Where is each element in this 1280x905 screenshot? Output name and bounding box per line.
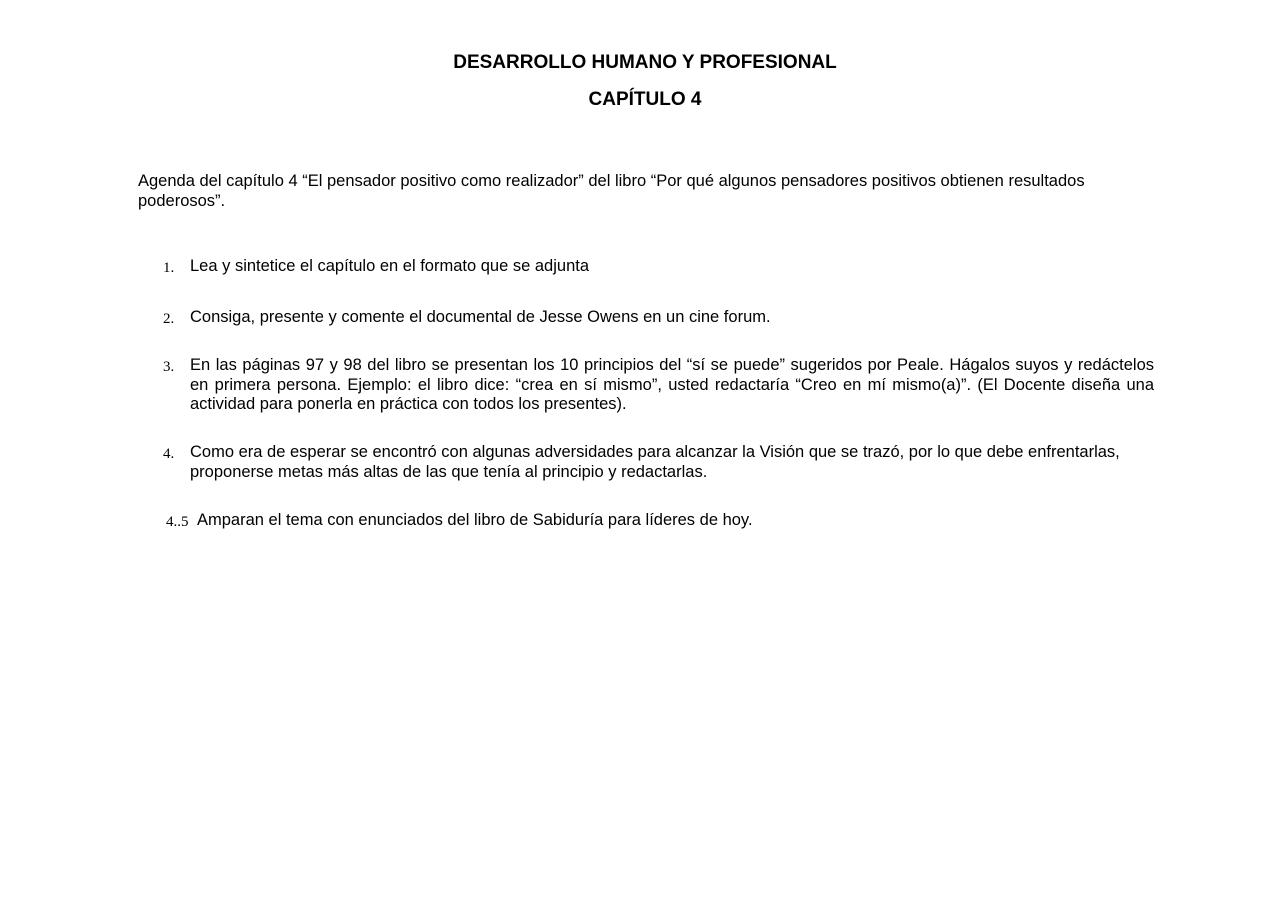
list-item-text: En las páginas 97 y 98 del libro se presentan los 10 principios del “sí se puede” sugeridos por Peale. Hágalos suyos y redáctelos en primera persona. Ejemplo: el libro dice: “crea en sí mismo”, usted redactaría “Creo en mí mismo(a)”. (El Docente diseña una actividad para ponerla en práctica con todos los presentes). — [190, 356, 1154, 413]
list-item-text: Lea y sintetice el capítulo en el formato que se adjunta — [190, 257, 590, 275]
list-item-text: Como era de esperar se encontró con algunas adversidades para alcanzar la Visión que se trazó, por lo que debe enfrentarlas, proponerse metas más altas de las que tenía al principio y redactarlas. — [190, 443, 1120, 481]
list-item-text: Consiga, presente y comente el documental de Jesse Owens en un cine forum. — [190, 308, 771, 326]
list-item-text: Amparan el tema con enunciados del libro de Sabiduría para líderes de hoy. — [197, 511, 753, 529]
document-title: DESARROLLO HUMANO Y PROFESIONAL — [453, 52, 837, 73]
list-item-number: 1. — [163, 260, 175, 276]
intro-paragraph: Agenda del capítulo 4 “El pensador positivo como realizador” del libro “Por qué algunos pensadores positivos obtienen resultados poderosos”. — [138, 172, 1085, 210]
list-item-number: 4. — [163, 446, 175, 462]
chapter-title: CAPÍTULO 4 — [588, 89, 702, 110]
list-item-number: 4..5 — [166, 514, 189, 530]
list-item-number: 2. — [163, 311, 175, 327]
list-item-number: 3. — [163, 359, 175, 375]
